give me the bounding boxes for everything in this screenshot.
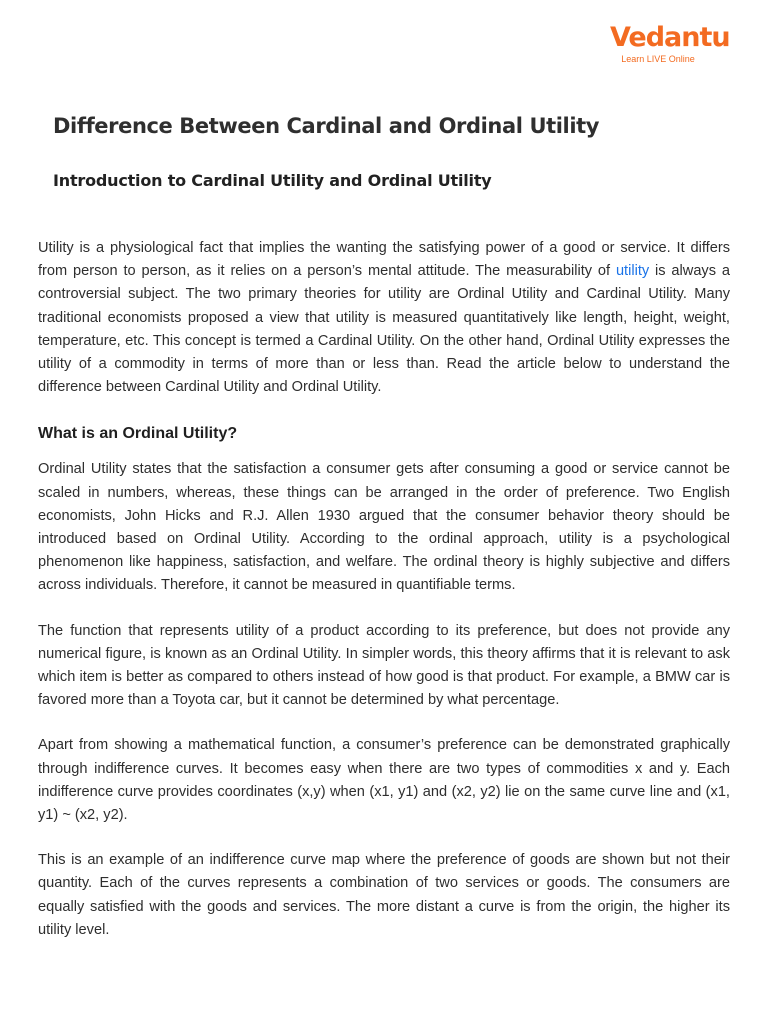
intro-text-end: is always a controversial subject. The two primary theories for utility are Ordinal Utility and Cardinal Utility. Many traditional economists proposed a view that utility is measured quantitatively like length, height, weight, temperature, etc. This concept is termed a Cardinal Utility. On the other hand, Ordinal Utility expresses the utility of a commodity in terms of more than or less than. Read the article below to understand the difference between Cardinal Utility and Ordinal Utility. [38, 263, 730, 396]
paragraph-indifference-curves: Apart from showing a mathematical function, a consumer’s preference can be demonstrated graphically through indifference curves. It becomes easy when there are two types of commodities x and y. Each indifference curve provides coordinates (x,y) when (x1, y1) and (x2, y2) lie on the same curve line and (x1, y1) ~ (x2, y2). [38, 737, 730, 824]
section-heading-ordinal-utility: What is an Ordinal Utility? [38, 425, 238, 443]
intro-paragraph [38, 237, 730, 399]
vedantu-logo[interactable] [610, 22, 730, 64]
utility-link[interactable]: utility [615, 263, 650, 280]
logo-tagline: Learn LIVE Online [621, 54, 695, 64]
page-subtitle: Introduction to Cardinal Utility and Ordinal Utility [53, 171, 492, 190]
article-body [38, 237, 730, 942]
logo-wordmark: Vedantu [610, 22, 730, 53]
paragraph-ordinal-function: The function that represents utility of a product according to its preference, but does not provide any numerical figure, is known as an Ordinal Utility. In simpler words, this theory affirms that it is relevant to ask which item is better as compared to others instead of how good is that product. For example, a BMW car is favored more than a Toyota car, but it cannot be determined by what percentage. [38, 622, 730, 709]
page-title: Difference Between Cardinal and Ordinal Utility [53, 114, 600, 138]
paragraph-curve-map: This is an example of an indifference curve map where the preference of goods are shown but not their quantity. Each of the curves represents a combination of two services or goods. The consumers are equally satisfied with the goods and services. The more distant a curve is from the origin, the higher its utility level. [38, 852, 730, 938]
intro-text-start: Utility is a physiological fact that implies the wanting the satisfying power of a good or service. It differs from person to person, as it relies on a person’s mental attitude. The measurability of [38, 240, 730, 280]
paragraph-ordinal-definition: Ordinal Utility states that the satisfaction a consumer gets after consuming a good or service cannot be scaled in numbers, whereas, these things can be arranged in the order of preference. Two English economists, John Hicks and R.J. Allen 1930 argued that the consumer behavior theory should be introduced based on Ordinal Utility. According to the ordinal approach, utility is a psychological phenomenon like happiness, satisfaction, and welfare. The ordinal theory is highly subjective and differs across individuals. Therefore, it cannot be measured in quantifiable terms. [38, 461, 730, 594]
